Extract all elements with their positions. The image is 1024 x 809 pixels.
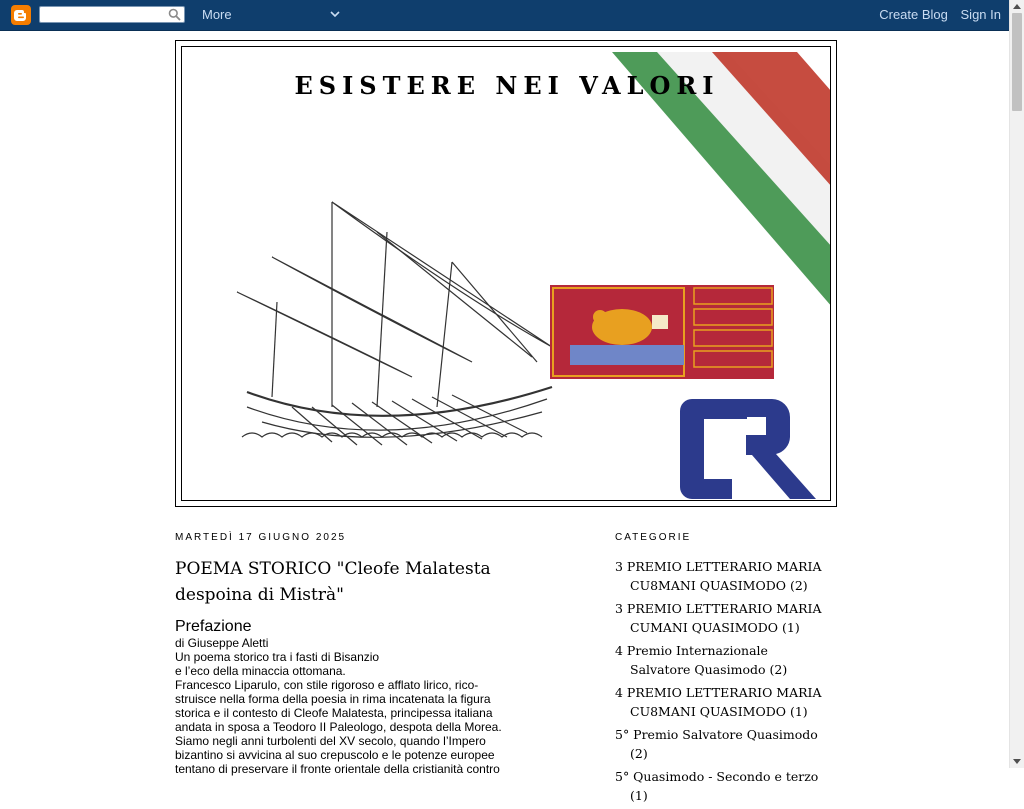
post-date: MARTEDÌ 17 GIUGNO 2025: [175, 532, 347, 543]
post-body-line: bizantino si avvicina al suo crepuscolo e le potenze europee: [175, 748, 495, 762]
sign-in-link[interactable]: Sign In: [960, 7, 1001, 22]
category-item: [615, 725, 825, 763]
post-body-line: struisce nella forma della poesia in rima incatenata la figura: [175, 692, 491, 706]
post-body-line: andata in sposa a Teodoro II Paleologo, despota della Morea.: [175, 720, 502, 734]
post-section-heading: Prefazione: [175, 618, 252, 635]
category-count: (2): [630, 746, 648, 761]
category-link[interactable]: 4 PREMIO LETTERARIO MARIA CU8MANI QUASIMODO: [615, 685, 822, 719]
post-title[interactable]: POEMA STORICO "Cleofe Malatesta despoina di Mistrà": [175, 559, 491, 605]
category-link[interactable]: 5° Premio Salvatore Quasimodo: [615, 727, 818, 742]
category-count: (1): [782, 620, 800, 635]
category-count: (2): [769, 662, 788, 677]
scroll-up-arrow-icon[interactable]: [1013, 3, 1021, 9]
scrollbar-thumb[interactable]: [1012, 13, 1022, 111]
category-link[interactable]: 4 Premio Internazionale Salvatore Quasimodo: [615, 643, 768, 677]
category-count: (1): [630, 788, 648, 803]
scroll-down-arrow-icon[interactable]: [1013, 759, 1021, 765]
post-body-line: Un poema storico tra i fasti di Bisanzio: [175, 650, 380, 664]
create-blog-link[interactable]: Create Blog: [879, 7, 948, 22]
post-body-line: di Giuseppe Aletti: [175, 636, 269, 650]
cr-logo: [680, 399, 816, 499]
blog-header: [175, 40, 837, 507]
sidebar: [615, 532, 825, 809]
header-artwork: [182, 47, 831, 501]
category-link[interactable]: 3 PREMIO LETTERARIO MARIA CUMANI QUASIMODO: [615, 601, 822, 635]
post-body-line: Francesco Liparulo, con stile rigoroso e afflato lirico, rico-: [175, 678, 479, 692]
category-item: [615, 683, 825, 721]
category-link[interactable]: 3 PREMIO LETTERARIO MARIA CU8MANI QUASIMODO: [615, 559, 822, 593]
ship-illustration: [237, 202, 552, 445]
navbar-right-links: [870, 7, 1001, 22]
post-body: [175, 636, 575, 776]
page-scrollbar[interactable]: [1009, 0, 1024, 768]
category-item: [615, 557, 825, 595]
venetian-flag: [550, 285, 774, 379]
main-column: [175, 532, 575, 776]
category-link[interactable]: 5° Quasimodo - Secondo e terzo: [615, 769, 819, 784]
blogger-navbar: [0, 0, 1009, 31]
blog-title[interactable]: ESISTERE NEI VALORI: [294, 71, 720, 100]
category-count: (2): [789, 578, 808, 593]
chevron-down-icon[interactable]: [329, 8, 341, 20]
post-body-line: storica e il contesto di Cleofe Malatesta, principessa italiana: [175, 706, 493, 720]
category-item: [615, 599, 825, 637]
search-input[interactable]: [39, 6, 185, 23]
category-count: (1): [789, 704, 808, 719]
category-item: [615, 767, 825, 805]
post-body-line: Siamo negli anni turbolenti del XV secolo, quando l’Impero: [175, 734, 486, 748]
sidebar-title: CATEGORIE: [615, 532, 692, 543]
post-body-line: tentano di preservare il fronte orientale della cristianità contro: [175, 762, 500, 776]
header-image-frame[interactable]: [181, 46, 831, 501]
post-body-line: e l’eco della minaccia ottomana.: [175, 664, 346, 678]
category-item: [615, 641, 825, 679]
more-menu-button[interactable]: More: [202, 7, 232, 22]
search-icon[interactable]: [168, 8, 181, 21]
blogger-logo-icon[interactable]: [11, 5, 31, 25]
